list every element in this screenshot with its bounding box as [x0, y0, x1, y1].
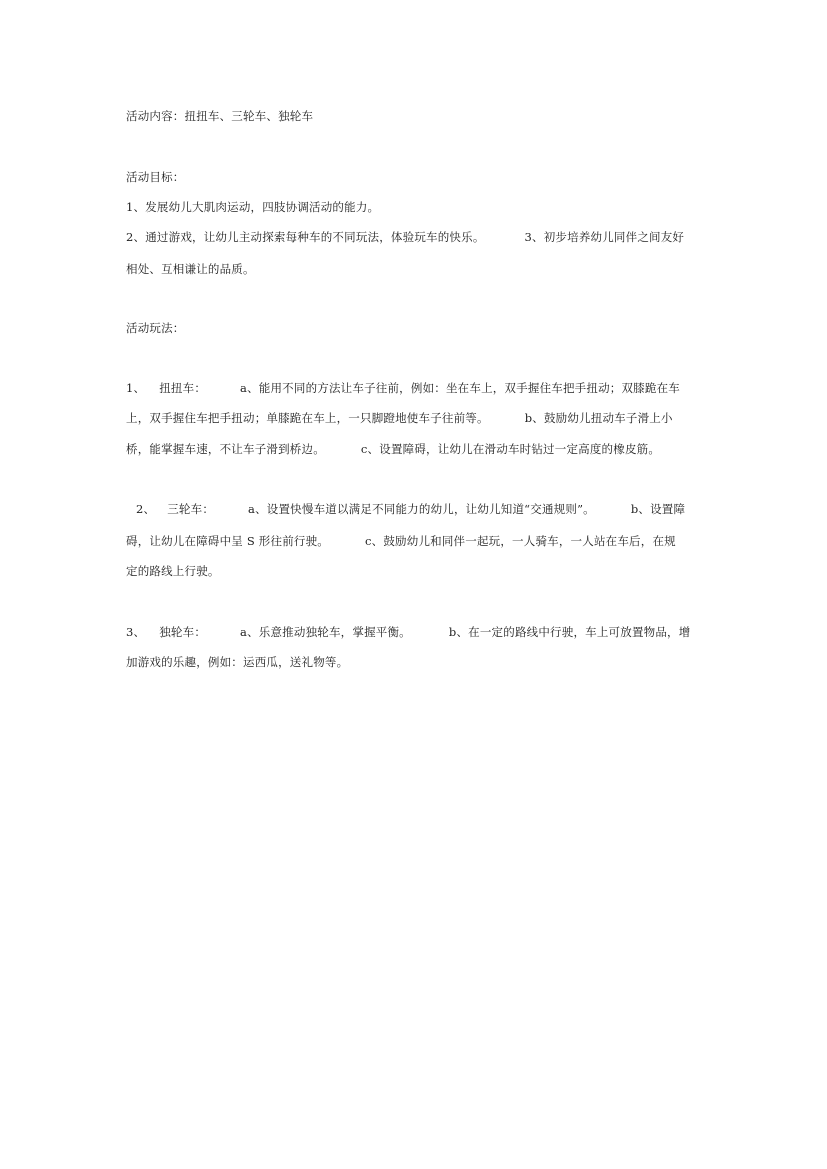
- twist-line-1: [126, 380, 680, 396]
- twist-b-line3: 桥，能掌握车速，不让车子滑到桥边。: [126, 442, 325, 456]
- tricycle-line-1: [126, 501, 685, 517]
- content-text: 扭扭车、三轮车、独轮车: [184, 109, 314, 123]
- goal-item-1: 1、发展幼儿大肌肉运动，四肢协调活动的能力。: [126, 200, 380, 214]
- tricycle-num: 2、: [136, 502, 156, 516]
- twist-c-line3: c、设置障碍，让幼儿在滑动车时钻过一定高度的橡皮筋。: [360, 442, 661, 456]
- methods-heading: 活动玩法：: [126, 321, 185, 335]
- unicycle-line-1: [126, 624, 690, 640]
- twist-b-line2: b、鼓励幼儿扭动车子滑上小: [524, 411, 673, 425]
- goal-item-2: 2、通过游戏，让幼儿主动探索每种车的不同玩法，体验玩车的快乐。: [126, 230, 485, 244]
- goal-item-2-line: [126, 229, 684, 245]
- tricycle-name: 三轮车：: [167, 502, 215, 516]
- unicycle-line-2: 加游戏的乐趣，例如：运西瓜，送礼物等。: [126, 655, 349, 669]
- content-line: [126, 108, 313, 124]
- unicycle-name: 独轮车：: [159, 625, 207, 639]
- unicycle-b-line1: b、在一定的路线中行驶，车上可放置物品，增: [448, 625, 691, 639]
- twist-line-2: [126, 410, 673, 426]
- content-label: 活动内容：: [126, 109, 185, 123]
- twist-a-line2: 上，双手握住车把手扭动；单膝跪在车上，一只脚蹬地使车子往前等。: [126, 411, 489, 425]
- twist-a-line1: a、能用不同的方法让车子往前，例如：坐在车上，双手握住车把手扭动；双膝跪在车: [240, 381, 680, 395]
- twist-num: 1、: [126, 381, 146, 395]
- goal-item-3-end: 相处、互相谦让的品质。: [126, 262, 255, 276]
- goal-item-3-start: 3、初步培养幼儿同伴之间友好: [524, 230, 685, 244]
- tricycle-line-3: 定的路线上行驶。: [126, 564, 220, 578]
- tricycle-b-line1: b、设置障: [630, 502, 686, 516]
- tricycle-c-line2: c、鼓励幼儿和同伴一起玩，一人骑车，一人站在车后，在规: [365, 534, 676, 548]
- twist-name: 扭扭车：: [159, 381, 207, 395]
- unicycle-num: 3、: [126, 625, 146, 639]
- tricycle-b-line2: 碍，让幼儿在障碍中呈 S 形往前行驶。: [126, 534, 329, 548]
- tricycle-line-2: [126, 533, 676, 549]
- twist-line-3: [126, 441, 660, 457]
- goals-heading: 活动目标：: [126, 170, 185, 184]
- unicycle-a-line1: a、乐意推动独轮车，掌握平衡。: [240, 625, 411, 639]
- tricycle-a-line1: a、设置快慢车道以满足不同能力的幼儿，让幼儿知道“交通规则”。: [248, 502, 595, 516]
